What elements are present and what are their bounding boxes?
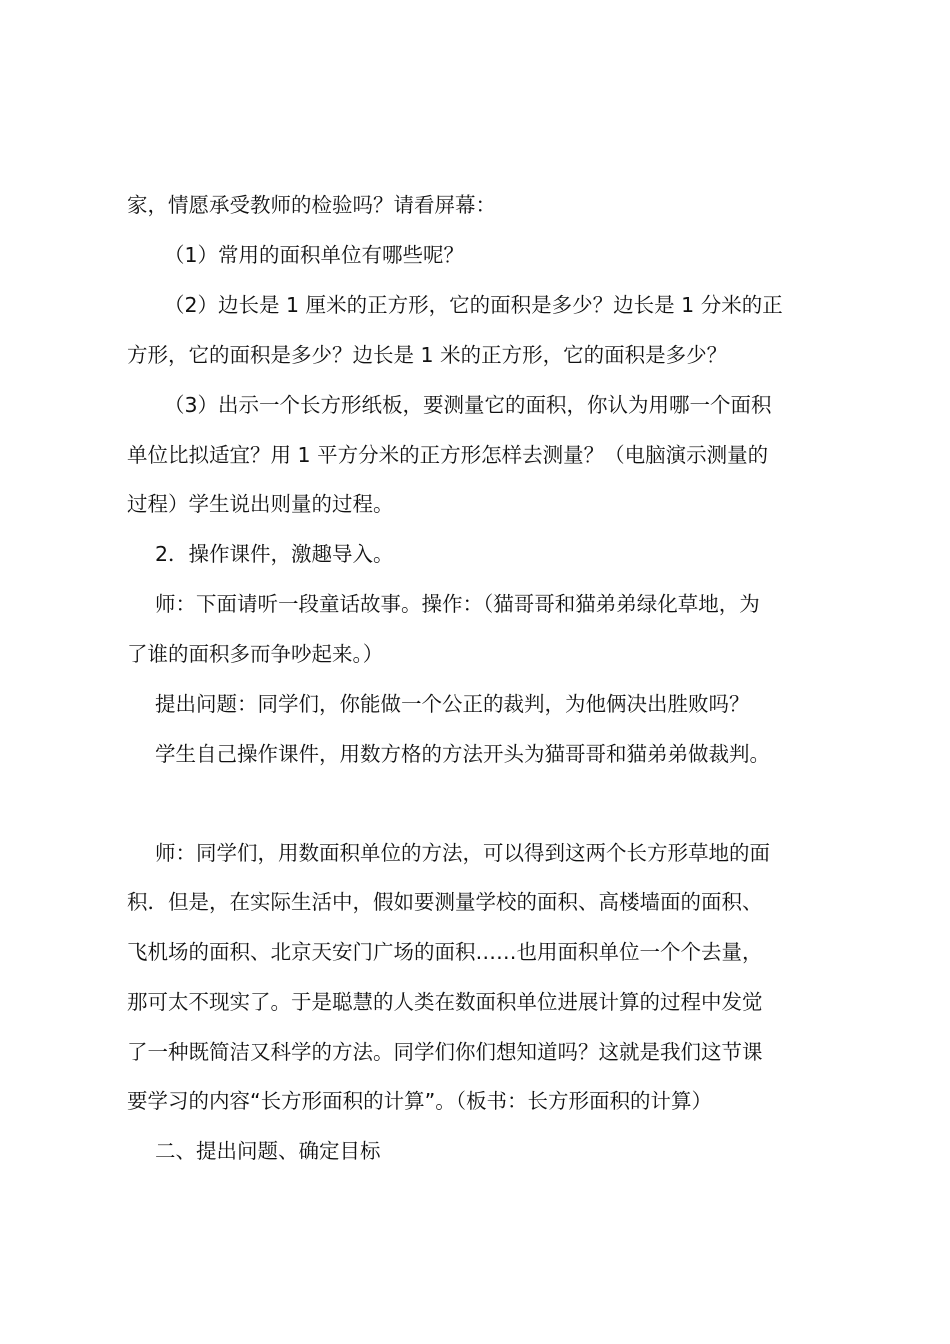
text-line-18: 要学习的内容“长方形面积的计算”。（板书：长方形面积的计算） — [127, 1089, 712, 1113]
text-line-16: 那可太不现实了。于是聪慧的人类在数面积单位进展计算的过程中发觉 — [127, 990, 763, 1014]
text-line-1: 家，情愿承受教师的检验吗？请看屏幕： — [127, 193, 496, 217]
text-line-12: 学生自己操作课件，用数方格的方法开头为猫哥哥和猫弟弟做裁判。 — [155, 742, 770, 766]
text-line-6: 单位比拟适宜？用 1 平方分米的正方形怎样去测量？（电脑演示测量的 — [127, 443, 769, 467]
text-line-3: （2）边长是 1 厘米的正方形，它的面积是多少？边长是 1 分米的正 — [164, 293, 783, 317]
text-line-5: （3）出示一个长方形纸板，要测量它的面积，你认为用哪一个面积 — [164, 393, 772, 417]
text-line-11: 提出问题：同学们，你能做一个公正的裁判，为他俩决出胜败吗？ — [155, 692, 750, 716]
text-line-2: （1）常用的面积单位有哪些呢？ — [164, 243, 465, 267]
text-line-9: 师：下面请听一段童话故事。操作：（猫哥哥和猫弟弟绿化草地，为 — [155, 592, 760, 616]
text-line-8: 2．操作课件，激趣导入。 — [155, 542, 394, 566]
section-heading: 二、提出问题、确定目标 — [155, 1139, 381, 1163]
text-line-14: 积．但是，在实际生活中，假如要测量学校的面积、高楼墙面的面积、 — [127, 890, 763, 914]
text-line-13: 师：同学们，用数面积单位的方法，可以得到这两个长方形草地的面 — [155, 841, 770, 865]
text-line-7: 过程）学生说出则量的过程。 — [127, 492, 394, 516]
text-line-10: 了谁的面积多而争吵起来。） — [127, 642, 384, 666]
text-line-17: 了一种既简洁又科学的方法。同学们你们想知道吗？这就是我们这节课 — [127, 1040, 763, 1064]
text-line-15: 飞机场的面积、北京天安门广场的面积……也用面积单位一个个去量， — [127, 940, 763, 964]
text-line-4: 方形，它的面积是多少？边长是 1 米的正方形，它的面积是多少？ — [127, 343, 728, 367]
